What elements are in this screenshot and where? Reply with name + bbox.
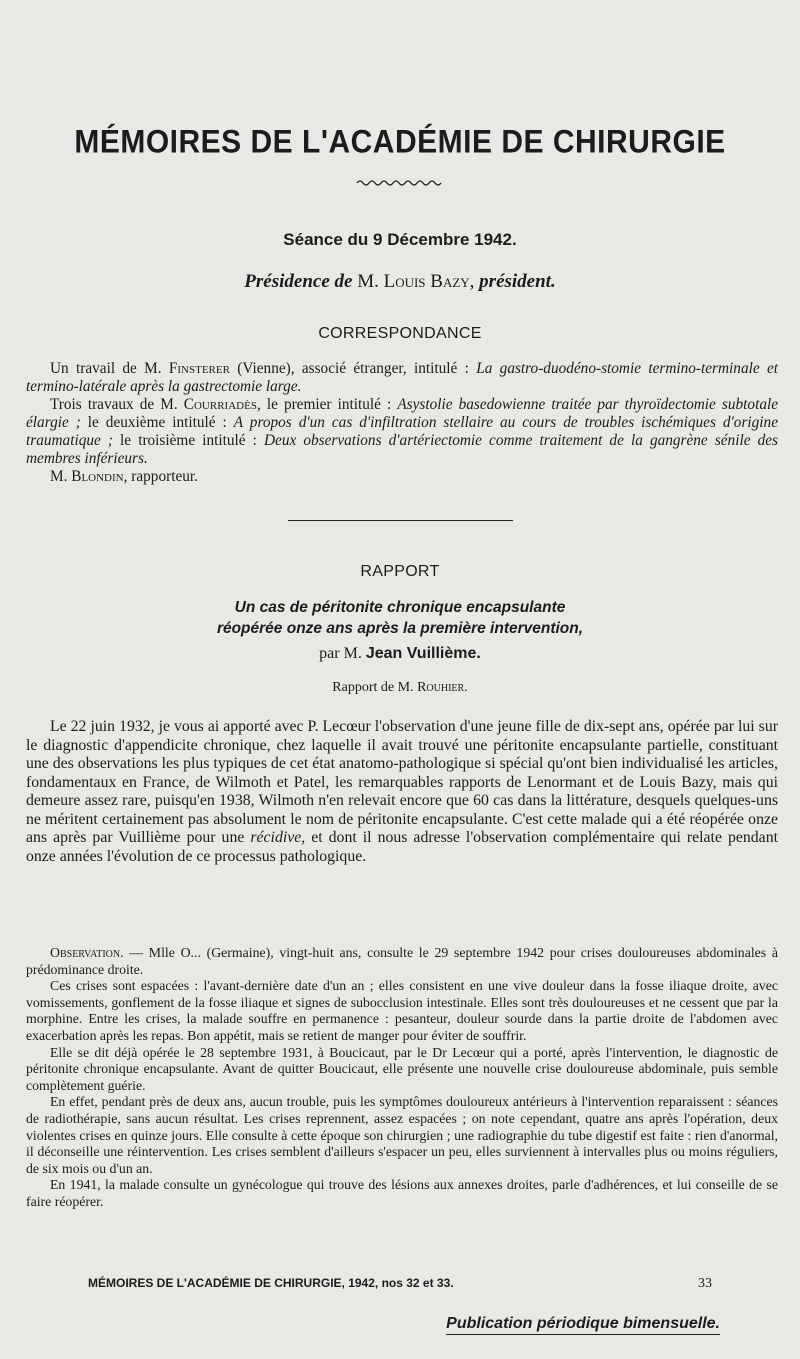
- section-divider: [288, 520, 513, 521]
- body-paragraph: [26, 718, 778, 866]
- byline-prefix: par M.: [319, 645, 362, 662]
- observation-label: Observation.: [50, 945, 124, 960]
- journal-title: MÉMOIRES DE L'ACADÉMIE DE CHIRURGIE: [74, 124, 726, 161]
- text-run: M.: [50, 468, 72, 485]
- work-title: Deux observations d'artériectomie comme traitement de la gangrène sénile des membres inférieurs.: [26, 432, 778, 467]
- correspondence-heading: CORRESPONDANCE: [318, 325, 482, 342]
- work-title: La gastro-duodéno-stomie termino-terminale et termino-latérale après la gastrectomie large.: [26, 360, 778, 395]
- presidency-prefix: Présidence de: [244, 271, 353, 292]
- article-title-line: réopérée onze ans après la première intervention,: [216, 620, 584, 637]
- work-title: Asystolie basedowienne traitée par thyroïdectomie subtotale élargie ;: [26, 396, 779, 431]
- report-body: [26, 718, 778, 866]
- observation-paragraph: [26, 945, 778, 978]
- author-name: Jean Vuillième.: [365, 645, 481, 662]
- rapporteur-name: Blondin: [71, 468, 124, 485]
- observation-paragraph: En effet, pendant près de deux ans, aucun trouble, puis les symptômes douloureux antérieurs à l'intervention reparaissent : séances de radiothérapie, sans aucun résultat. Les crises reprennent, assez espacées ; on note cependant, quatre ans après l'opération, deux violentes crises en quinze jours. Elle consulte à cette époque son chirurgien ; une radiographie du tube digestif est faite : rien d'anormal, il déconseille une réintervention. Les crises semblent d'ailleurs s'espacer un peu, elles surviennent à intervalles plus ou moins réguliers, de six mois ou d'un an.: [26, 1094, 778, 1176]
- session-date: Séance du 9 Décembre 1942.: [283, 230, 517, 249]
- article-title-line: Un cas de péritonite chronique encapsulante: [234, 599, 566, 616]
- author-name: Finsterer: [168, 360, 230, 377]
- president-name: M. Louis Bazy,: [357, 271, 475, 292]
- reporter-line: [0, 680, 800, 696]
- correspondence-paragraph: [26, 396, 778, 468]
- text-run: le deuxième intitulé :: [80, 414, 234, 431]
- byline: [0, 645, 800, 663]
- correspondence-paragraph: [26, 468, 778, 486]
- observation-section: [26, 945, 778, 1211]
- page-number: 33: [698, 1276, 712, 1291]
- text-run: , rapporteur.: [123, 468, 198, 485]
- author-name: Courriadès: [183, 396, 257, 413]
- article-title: [0, 597, 800, 639]
- correspondence-paragraph: [26, 360, 778, 396]
- reporter-prefix: Rapport de M.: [332, 680, 414, 695]
- text-run: (Vienne), associé étranger, intitulé :: [229, 360, 477, 377]
- ornament-divider: [355, 178, 445, 188]
- running-head: MÉMOIRES DE L'ACADÉMIE DE CHIRURGIE, 1942, nos 32 et 33.: [88, 1276, 454, 1290]
- observation-paragraph: En 1941, la malade consulte un gynécologue qui trouve des lésions aux annexes droites, parle d'adhérences, et lui conseille de se faire réopérer.: [26, 1177, 778, 1209]
- work-title: A propos d'un cas d'infiltration stellaire au cours de troubles ischémiques d'origine traumatique ;: [26, 414, 778, 449]
- text-run: Trois travaux de M.: [50, 396, 184, 413]
- running-footer: [88, 1276, 712, 1290]
- observation-paragraph: Ces crises sont espacées : l'avant-dernière date d'un an ; elles consistent en une vive douleur dans la fosse iliaque droite, avec vomissements, gonflement de la fosse iliaque et signes de subocclusion intestinale. Elles sont très douloureuses et ne cessent que par la morphine. Entre les crises, la malade souffre en permanence : pesanteur, douleur sourde dans la partie droite de l'abdomen avec exacerbation après les repas. Bon appétit, mais se retient de manger pour éviter de souffrir.: [26, 978, 778, 1043]
- text-run: , le premier intitulé :: [256, 396, 398, 413]
- publication-note: Publication périodique bimensuelle.: [446, 1315, 720, 1335]
- text-run: — Mlle O... (Germaine), vingt-huit ans, consulte le 29 septembre 1942 pour crises douloureuses abdominales à prédominance droite.: [26, 945, 778, 977]
- text-run: Un travail de M.: [50, 360, 169, 377]
- presidency-suffix: président.: [479, 271, 556, 292]
- text-run: Le 22 juin 1932, je vous ai apporté avec P. Lecœur l'observation d'une jeune fille de dix-sept ans, opérée par lui sur le diagnostic d'appendicite chronique, chez laquelle il avait trouvé une péritonite encapsulante partielle, constituant une des observations les plus typiques de cet état anatomo-pathologique si spécial qu'ont bien individualisé les articles, fondamentaux en France, de Wilmoth et Patel, les remarquables rapports de Lenormant et de Louis Bazy, mais qui demeure assez rare, puisqu'en 1938, Wilmoth n'en relevait encore que 60 cas dans la littérature, desquels quelques-uns ne méritent certainement pas absolument le nom de péritonite encapsulante. C'est cette malade qui a été réopérée onze ans après par Vuillième pour une: [26, 718, 778, 846]
- observation-paragraph: Elle se dit déjà opérée le 28 septembre 1931, à Boucicaut, par le Dr Lecœur qui a porté, après l'intervention, le diagnostic de péritonite chronique encapsulante. Avant de quitter Boucicaut, elle présente une nouvelle crise douloureuse abdominale, puis semble complètement guérie.: [26, 1044, 778, 1093]
- correspondence-section: [26, 360, 778, 486]
- text-run: , et dont il nous adresse l'observation complémentaire qui relate pendant onze années l'évolution de ce processus pathologique.: [26, 829, 778, 865]
- emphasis: récidive: [250, 829, 302, 846]
- report-heading: RAPPORT: [360, 563, 440, 580]
- presidency-line: [0, 271, 800, 293]
- text-run: le troisième intitulé :: [112, 432, 264, 449]
- reporter-name: Rouhier.: [417, 680, 468, 695]
